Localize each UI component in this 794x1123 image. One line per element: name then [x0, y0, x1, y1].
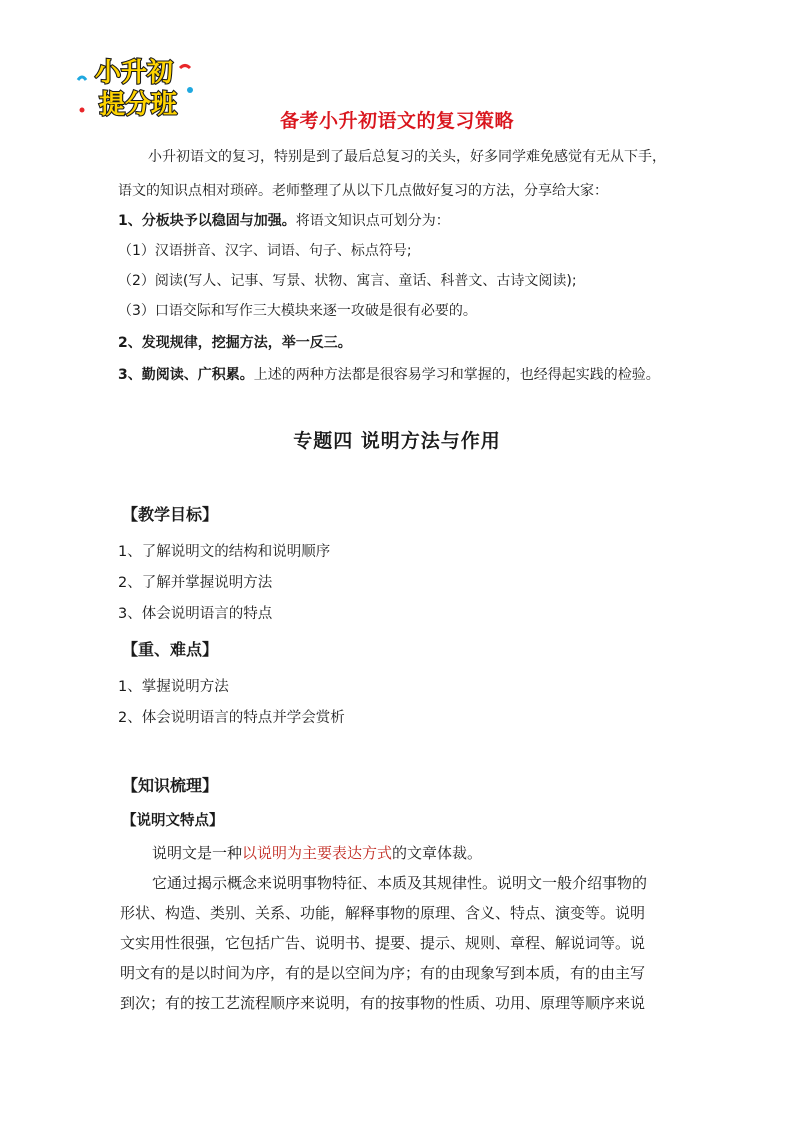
- knowledge-para2-line: 明文有的是以时间为序，有的是以空间为序；有的由现象写到本质，有的由主写: [120, 964, 646, 982]
- logo-line1: 小升初: [94, 58, 174, 88]
- knowledge-para2-line: 文实用性很强，它包括广告、说明书、提要、提示、规则、章程、解说词等。说: [120, 934, 646, 952]
- goals-heading: 【教学目标】: [122, 505, 219, 524]
- strategy-point1-bold: 1、分板块予以稳固与加强。: [118, 213, 296, 229]
- strategy-point2: 2、发现规律，挖掘方法，举一反三。: [118, 335, 352, 351]
- knowledge-para1-prefix: 说明文是一种: [152, 844, 243, 862]
- key-point-item: 2、体会说明语言的特点并学会赏析: [118, 710, 345, 726]
- knowledge-para2-line: 它通过揭示概念来说明事物特征、本质及其规律性。说明文一般介绍事物的: [152, 874, 648, 892]
- key-point-item: 1、掌握说明方法: [118, 679, 229, 695]
- goal-item: 3、体会说明语言的特点: [118, 606, 273, 622]
- knowledge-para1: [152, 838, 482, 868]
- goal-item: 2、了解并掌握说明方法: [118, 575, 273, 591]
- knowledge-para1-highlight: 以说明为主要表达方式: [242, 844, 393, 862]
- strategy-point3-bold: 3、勤阅读、广积累。: [118, 367, 254, 383]
- knowledge-para2-line: 到次；有的按工艺流程顺序来说明，有的按事物的性质、功用、原理等顺序来说: [120, 994, 646, 1012]
- topic-title: 专题四 说明方法与作用: [293, 430, 501, 452]
- strategy-title: 备考小升初语文的复习策略: [279, 110, 514, 132]
- strategy-point3: [118, 364, 660, 384]
- strategy-intro-line1: 小升初语文的复习，特别是到了最后总复习的关头，好多同学难免感觉有无从下手，: [148, 149, 666, 165]
- goal-item: 1、了解说明文的结构和说明顺序: [118, 544, 331, 560]
- logo-line2: 提分班: [98, 90, 178, 120]
- knowledge-para1-suffix: 的文章体裁。: [392, 844, 483, 862]
- key-points-heading: 【重、难点】: [122, 640, 219, 659]
- strategy-point3-text: 上述的两种方法都是很容易学习和掌握的，也经得起实践的检验。: [253, 367, 660, 383]
- strategy-sub2: （2）阅读(写人、记事、写景、状物、寓言、童话、科普文、古诗文阅读);: [118, 273, 577, 289]
- strategy-sub3: （3）口语交际和写作三大模块来逐一攻破是很有必要的。: [118, 303, 477, 319]
- strategy-point1: [118, 210, 450, 230]
- strategy-intro-line2: 语文的知识点相对琐碎。老师整理了从以下几点做好复习的方法，分享给大家：: [118, 183, 608, 199]
- knowledge-sub-heading: 【说明文特点】: [122, 813, 224, 829]
- strategy-sub1: （1）汉语拼音、汉字、词语、句子、标点符号;: [118, 243, 412, 259]
- strategy-point1-text: 将语文知识点可划分为：: [295, 213, 450, 229]
- knowledge-heading: 【知识梳理】: [122, 776, 219, 795]
- knowledge-para2-line: 形状、构造、类别、关系、功能，解释事物的原理、含义、特点、演变等。说明: [120, 904, 646, 922]
